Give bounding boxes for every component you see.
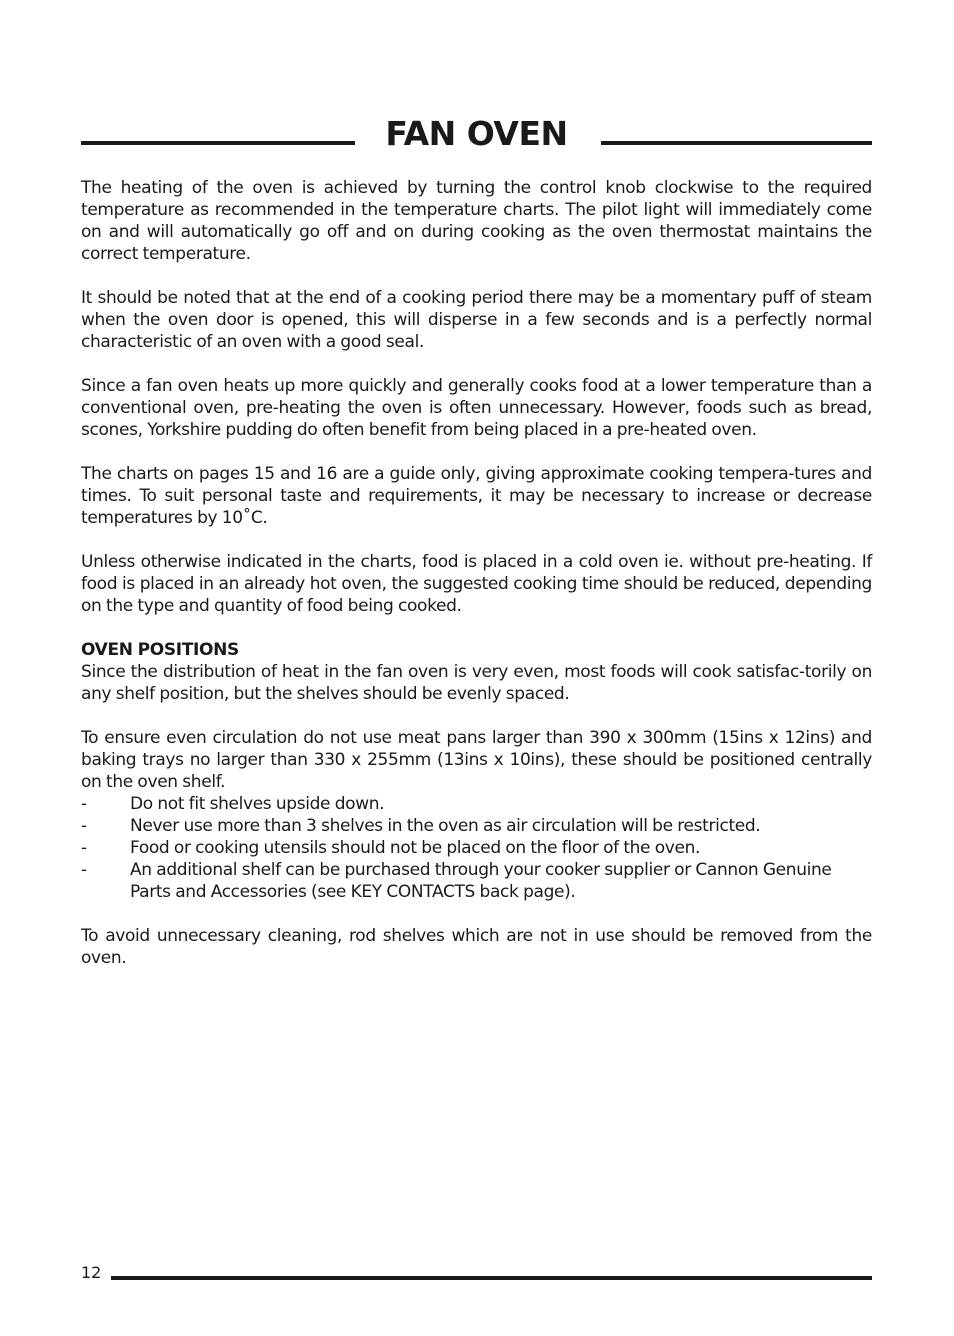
list-item-text: Do not fit shelves upside down. (130, 794, 385, 814)
paragraph-cold-oven: Unless otherwise indicated in the charts, food is placed in a cold oven ie. without pre-heating. If food is placed in an already hot oven, the suggested cooking time should be reduced, depending on the type and quantity of food being cooked. (81, 552, 872, 616)
bullet-dash: - (81, 794, 87, 814)
manual-page (81, 0, 872, 1336)
list-item-text: Food or cooking utensils should not be placed on the floor of the oven. (130, 838, 701, 858)
paragraph-heating: The heating of the oven is achieved by turning the control knob clockwise to the required temperature as recommended in the temperature charts. The pilot light will immediately come on and will automatically go off and on during cooking as the oven thermostat maintains the correct temperature. (81, 178, 872, 264)
list-item-text: Never use more than 3 shelves in the oven as air circulation will be restricted. (130, 816, 761, 836)
list-item (81, 837, 872, 859)
list-item (81, 859, 872, 903)
page-title: FAN OVEN (385, 114, 568, 153)
paragraph-preheating: Since a fan oven heats up more quickly and generally cooks food at a lower temperature than a conventional oven, pre-heating the oven is often unnecessary. However, foods such as bread, scones, Yorkshire pudding do often benefit from being placed in a pre-heated oven. (81, 376, 872, 440)
list-item (81, 793, 872, 815)
paragraph-charts-guide: The charts on pages 15 and 16 are a guide only, giving approximate cooking tempera-tures and times. To suit personal taste and requirements, it may be necessary to increase or decrease temperatures by 10˚C. (81, 464, 872, 528)
section-heading-oven-positions: OVEN POSITIONS (81, 640, 239, 660)
paragraph-circulation: To ensure even circulation do not use meat pans larger than 390 x 300mm (15ins x 12ins) and baking trays no larger than 330 x 255mm (13ins x 10ins), these should be positioned centrally on the oven shelf. (81, 728, 872, 792)
bullet-dash: - (81, 838, 87, 858)
paragraph-oven-positions-intro: Since the distribution of heat in the fan oven is very even, most foods will cook satisfac-torily on any shelf position, but the shelves should be evenly spaced. (81, 662, 872, 704)
footer-rule (111, 1276, 872, 1280)
bullet-list (81, 793, 872, 903)
page-footer (81, 1262, 872, 1284)
list-item-text: An additional shelf can be purchased through your cooker supplier or Cannon Genuine Parts and Accessories (see KEY CONTACTS back page). (130, 860, 832, 902)
page-number: 12 (81, 1263, 102, 1282)
bullet-dash: - (81, 816, 87, 836)
page-content (81, 177, 872, 991)
header-rule-right (601, 141, 872, 145)
paragraph-steam: It should be noted that at the end of a cooking period there may be a momentary puff of steam when the oven door is opened, this will disperse in a few seconds and is a perfectly normal characteristic of an oven with a good seal. (81, 288, 872, 352)
paragraph-closing: To avoid unnecessary cleaning, rod shelves which are not in use should be removed from the oven. (81, 926, 872, 968)
list-item (81, 815, 872, 837)
bullet-dash: - (81, 860, 87, 880)
page-header (81, 112, 872, 156)
